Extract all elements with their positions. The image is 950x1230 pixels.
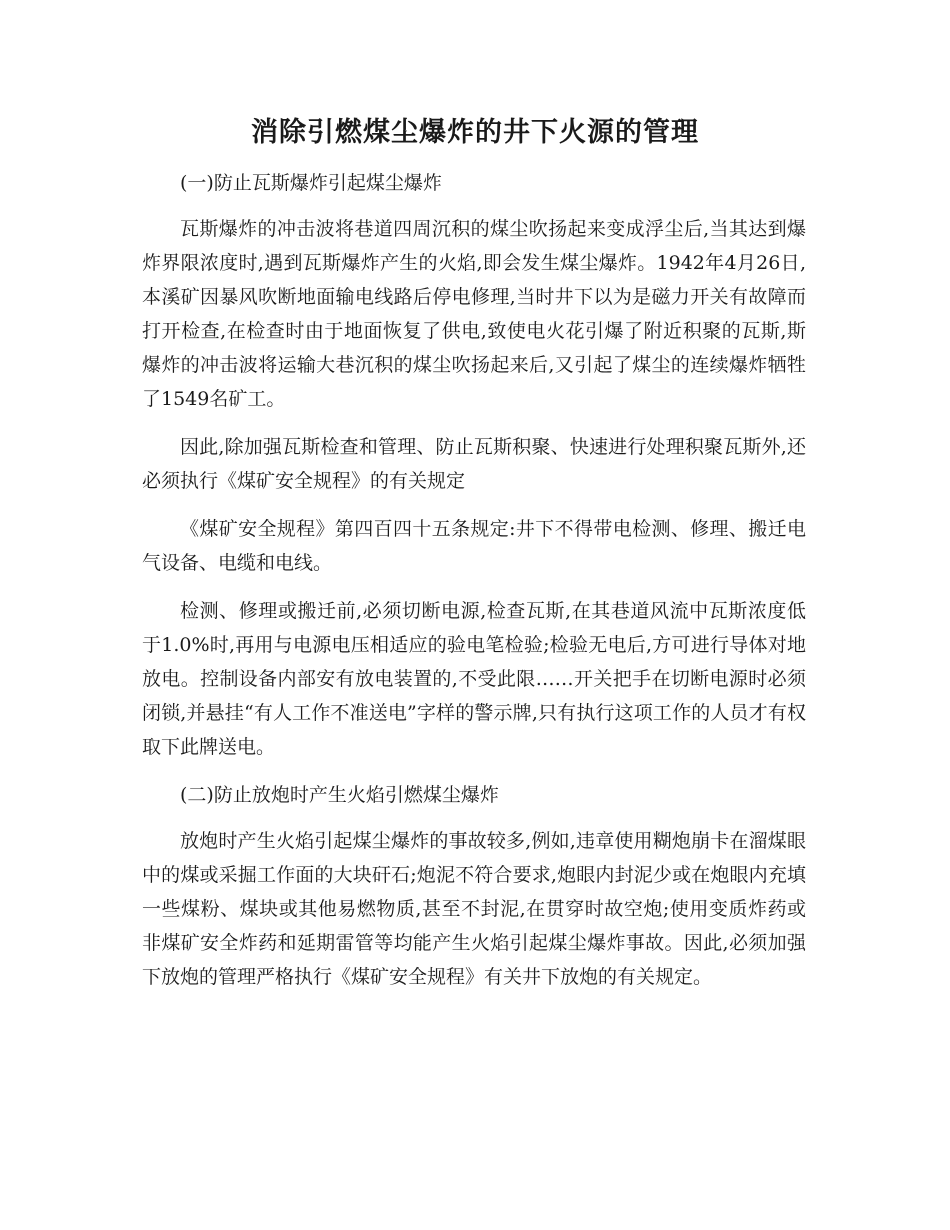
paragraph-power-off-procedure: 检测、修理或搬迁前,必须切断电源,检查瓦斯,在其巷道风流中瓦斯浓度低于1.0%时,再用与电源电压相适应的验电笔检验;检验无电后,方可进行导体对地放电。控制设备内部安有放电装置的,不受此限……开关把手在切断电源时必须闭锁,并悬挂“有人工作不准送电”字样的警示牌,只有执行这项工作的人员才有权取下此牌送电。	[142, 600, 806, 758]
paragraph-blasting-flame: 放炮时产生火焰引起煤尘爆炸的事故较多,例如,违章使用糊炮崩卡在溜煤眼中的煤或采掘工作面的大块矸石;炮泥不符合要求,炮眼内封泥少或在炮眼内充填一些煤粉、煤块或其他易燃物质,甚至不封泥,在贯穿时故空炮;使用变质炸药或非煤矿安全炸药和延期雷管等均能产生火焰引起煤尘爆炸事故。因此,必须加强下放炮的管理严格执行《煤矿安全规程》有关井下放炮的有关规定。	[142, 830, 806, 988]
document-body	[142, 166, 806, 994]
paragraph-article-445: 《煤矿安全规程》第四百四十五条规定:井下不得带电检测、修理、搬迁电气设备、电缆和电线。	[142, 518, 806, 574]
paragraph-gas-explosion: 瓦斯爆炸的冲击波将巷道四周沉积的煤尘吹扬起来变成浮尘后,当其达到爆炸界限浓度时,遇到瓦斯爆炸产生的火焰,即会发生煤尘爆炸。1942年4月26日,本溪矿因暴风吹断地面输电线路后停电修理,当时井下以为是磁力开关有故障而打开检查,在检查时由于地面恢复了供电,致使电火花引爆了附近积聚的瓦斯,斯爆炸的冲击波将运输大巷沉积的煤尘吹扬起来后,又引起了煤尘的连续爆炸牺牲了1549名矿工。	[142, 218, 806, 410]
section-heading-1: (一)防止瓦斯爆炸引起煤尘爆炸	[180, 172, 442, 194]
document-title: 消除引燃煤尘爆炸的井下火源的管理	[251, 117, 699, 148]
paragraph-regulations-intro: 因此,除加强瓦斯检查和管理、防止瓦斯积聚、快速进行处理积聚瓦斯外,还必须执行《煤矿安全规程》的有关规定	[142, 436, 806, 492]
section-heading-2: (二)防止放炮时产生火焰引燃煤尘爆炸	[180, 784, 499, 806]
